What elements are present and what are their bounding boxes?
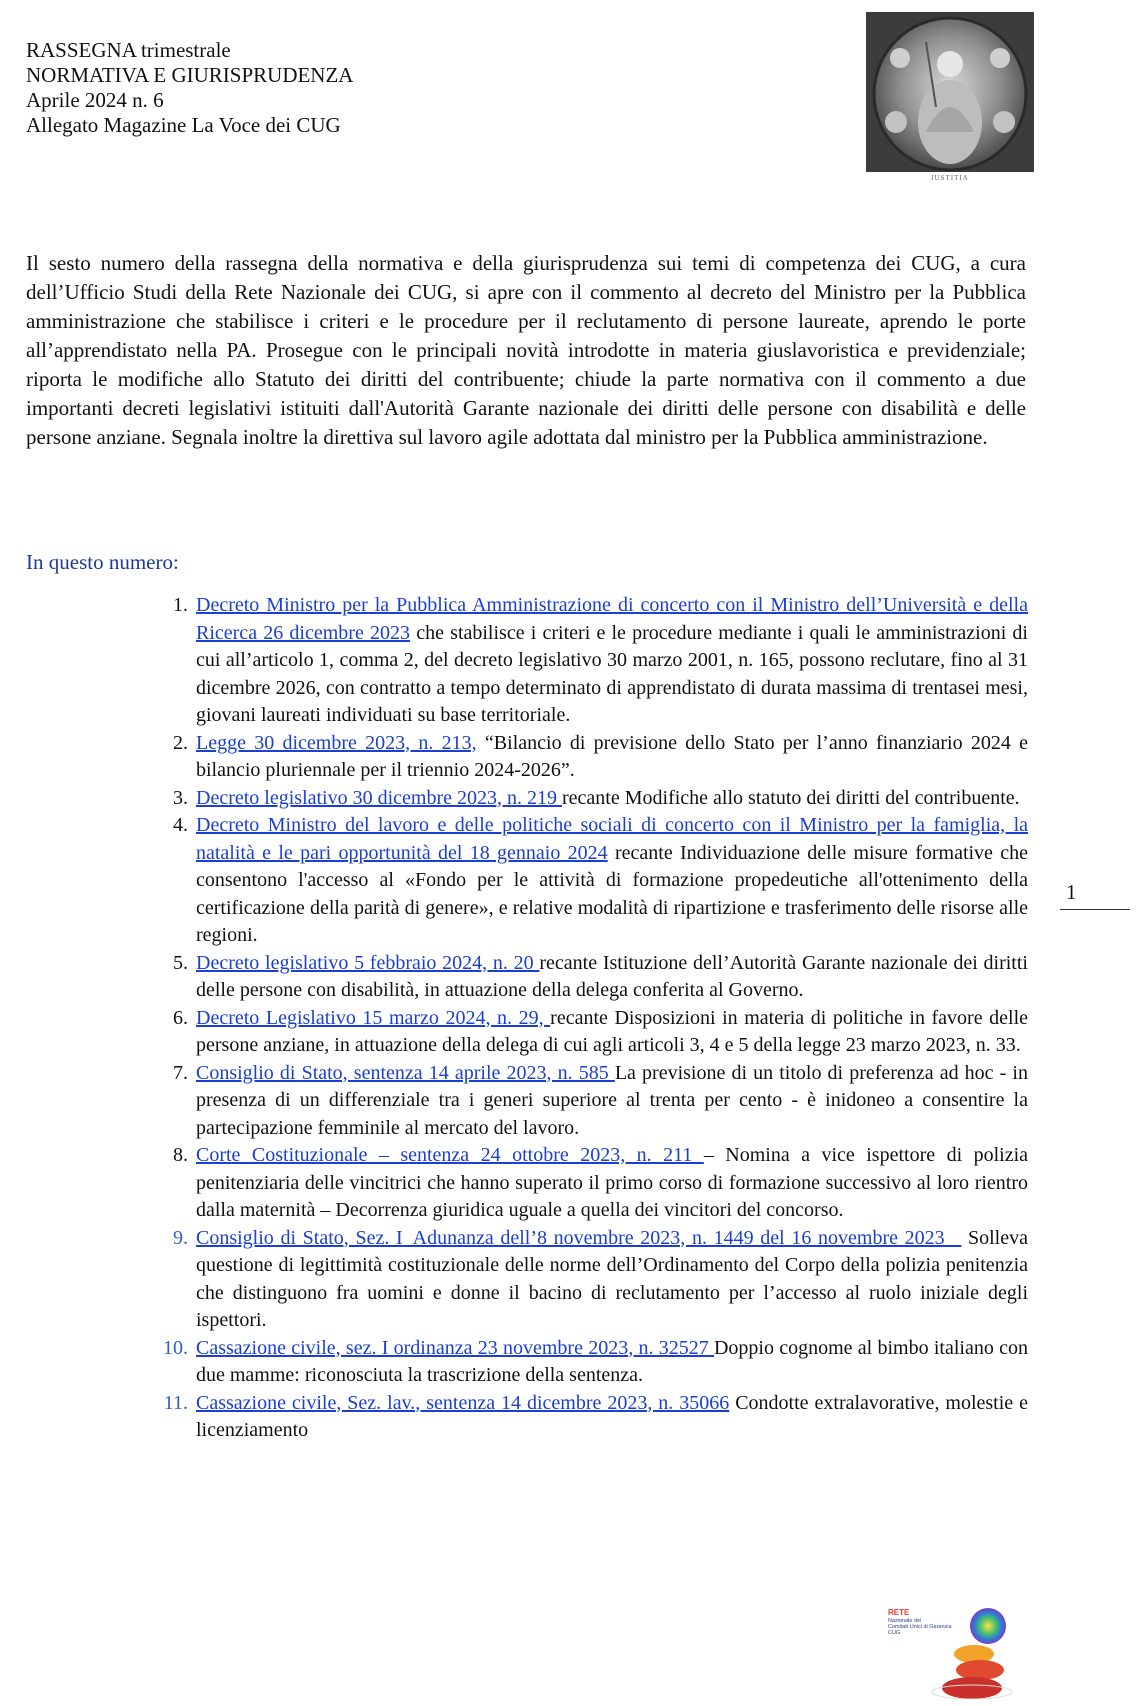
logo-text-nazionale: Nazionale dei [888,1618,922,1624]
toc-link-legge-213[interactable]: Legge 30 dicembre 2023, n. 213, [196,731,477,754]
toc-link-dlgs-29[interactable]: Decreto Legislativo 15 marzo 2024, n. 29, [196,1006,551,1029]
toc-list [148,592,1028,1445]
page-number-value: 1 [1066,880,1077,904]
logo-text-comitati: Comitati Unici di Garanzia [888,1624,952,1630]
toc-item-description: che stabilisce i criteri e le procedure mediante i quali le amministrazioni di cui all’articolo 1, comma 2, del decreto legislativo 30 marzo 2001, n. 165, possono reclutare, fino al 31 dicembre 2026, con contratto a tempo determinato di apprendistato di durata massima di trentasei mesi, giovani laureati individuati su base territoriale. [196,621,1028,726]
toc-item-description: recante Disposizioni in materia di politiche in favore delle persone anziane, in attuazione della delega di cui agli articoli 3, 4 e 5 della legge 23 marzo 2023, n. 33. [196,1006,1029,1056]
toc-item-description: recante Individuazione delle misure formative che consentono l'accesso al «Fondo per le attività di formazione propedeutiche all'ottenimento della certificazione della parità di genere», e relative modalità di ripartizione e trasferimento delle risorse alle regioni. [196,841,1028,946]
toc-link-consiglio-stato-1449[interactable]: Consiglio di Stato, Sez. I_Adunanza dell’8 novembre 2023, n. 1449 del 16 novembre 2023 _ [196,1226,962,1249]
toc-item-number: 11. [163,1391,188,1414]
header-line-normativa: NORMATIVA E GIURISPRUDENZA [26,63,354,87]
toc-item-2 [148,730,1028,785]
toc-item-description: recante Modifiche allo statuto dei diritti del contribuente. [562,786,1020,809]
toc-item-number: 7. [173,1061,188,1084]
toc-item-description: Solleva questione di legittimità costituzionale delle norme dell’Ordinamento del Corpo della polizia penitenzia che distinguono fra uomini e donne il bacino di reclutamento per l’accesso al ruolo iniziale degli ispettori. [196,1226,1028,1331]
toc-item-number: 5. [173,951,188,974]
toc-link-decreto-lavoro-famiglia[interactable]: Decreto Ministro del lavoro e delle politiche sociali di concerto con il Ministro per la famiglia, la natalità e le pari opportunità del 18 gennaio 2024 [196,814,1028,864]
intro-paragraph: Il sesto numero della rassegna della normativa e della giurisprudenza sui temi di competenza dei CUG, a cura dell’Ufficio Studi della Rete Nazionale dei CUG, si apre con il commento al decreto del Ministro per la Pubblica amministrazione che stabilisce i criteri e le procedure per il reclutamento di persone laureate, aprendo le porte all’apprendistato nella PA. Prosegue con le principali novità introdotte in materia giuslavoristica e previdenziale; riporta le modifiche allo Statuto dei diritti del contribuente; chiude la parte normativa con il commento a due importanti decreti legislativi istituiti dall'Autorità Garante nazionale dei diritti delle persone con disabilità e delle persone anziane. Segnala inoltre la direttiva sul lavoro agile adottata dal ministro per la Pubblica amministrazione. [26,251,1026,449]
toc-item-number: 1. [173,594,188,616]
toc-item-description: “Bilancio di previsione dello Stato per l’anno finanziario 2024 e bilancio pluriennale per il triennio 2024-2026”. [196,731,1028,781]
iustitia-engraving-image [866,12,1034,198]
toc-item-9 [148,1225,1028,1335]
toc-item-11 [148,1390,1028,1445]
toc-item-8 [148,1142,1028,1225]
header-line-rassegna: RASSEGNA trimestrale [26,38,231,62]
toc-item-6 [148,1005,1028,1060]
toc-item-10 [148,1335,1028,1390]
engraving-caption: IUSTITIA [931,174,969,182]
toc-link-corte-costituzionale-211[interactable]: Corte Costituzionale – sentenza 24 ottobre 2023, n. 211 [196,1144,704,1166]
toc-link-dlgs-20[interactable]: Decreto legislativo 5 febbraio 2024, n. 20 [196,951,540,974]
toc-item-5 [148,950,1028,1005]
toc-item-number: 8. [173,1144,188,1166]
toc-item-description: recante Istituzione dell’Autorità Garante nazionale dei diritti delle persone con disabilità, in attuazione della delega conferita al Governo. [196,951,1028,1001]
toc-link-cassazione-35066[interactable]: Cassazione civile, Sez. lav., sentenza 14 dicembre 2023, n. 35066 [196,1391,730,1414]
toc-link-dlgs-219[interactable]: Decreto legislativo 30 dicembre 2023, n. 219 [196,786,563,809]
toc-item-number: 9. [173,1226,188,1249]
rete-cug-logo [888,1606,1034,1702]
toc-item-number: 4. [173,814,188,836]
toc-item-1 [148,592,1028,730]
page-number-rule [1060,909,1130,910]
toc-link-cassazione-32527[interactable]: Cassazione civile, sez. I ordinanza 23 novembre 2023, n. 32527 [196,1336,714,1359]
toc-item-7 [148,1060,1028,1143]
toc-item-number: 3. [173,786,188,809]
toc-item-number: 2. [173,731,188,754]
toc-item-description: La previsione di un titolo di preferenza ad hoc - in presenza di un differenziale tra i generi superiore al trenta per cento - è inidoneo a consentire la partecipazione femminile al mercato del lavoro. [196,1061,1028,1139]
toc-link-decreto-apprendistato[interactable]: Decreto Ministro per la Pubblica Amministrazione di concerto con il Ministro dell’Università e della Ricerca 26 dicembre 2023 [196,594,1028,644]
toc-item-description: Condotte extralavorative, molestie e licenziamento [196,1391,1028,1441]
toc-item-4 [148,812,1028,950]
page-number [1060,880,1130,910]
toc-item-description: Doppio cognome al bimbo italiano con due mamme: riconosciuta la trascrizione della sentenza. [196,1336,1028,1386]
header-line-magazine: Allegato Magazine La Voce dei CUG [26,113,341,137]
document-header [26,38,353,138]
iustitia-engraving [866,12,1034,198]
logo-text-cug: CUG [888,1630,901,1636]
header-line-issue: Aprile 2024 n. 6 [26,88,164,112]
rete-cug-logo-image [888,1606,1034,1702]
toc-link-consiglio-stato-585[interactable]: Consiglio di Stato, sentenza 14 aprile 2023, n. 585 [196,1061,615,1084]
toc-item-description: – Nomina a vice ispettore di polizia penitenziaria delle vincitrici che hanno superato il primo corso di formazione successivo al loro rientro dalla maternità – Decorrenza giuridica uguale a quella dei vincitori del concorso. [196,1144,1028,1221]
toc-heading: In questo numero: [26,550,179,574]
logo-text-rete: RETE [888,1608,910,1617]
toc-item-number: 6. [173,1006,188,1029]
toc-item-3 [148,785,1028,813]
toc-item-number: 10. [163,1336,188,1359]
